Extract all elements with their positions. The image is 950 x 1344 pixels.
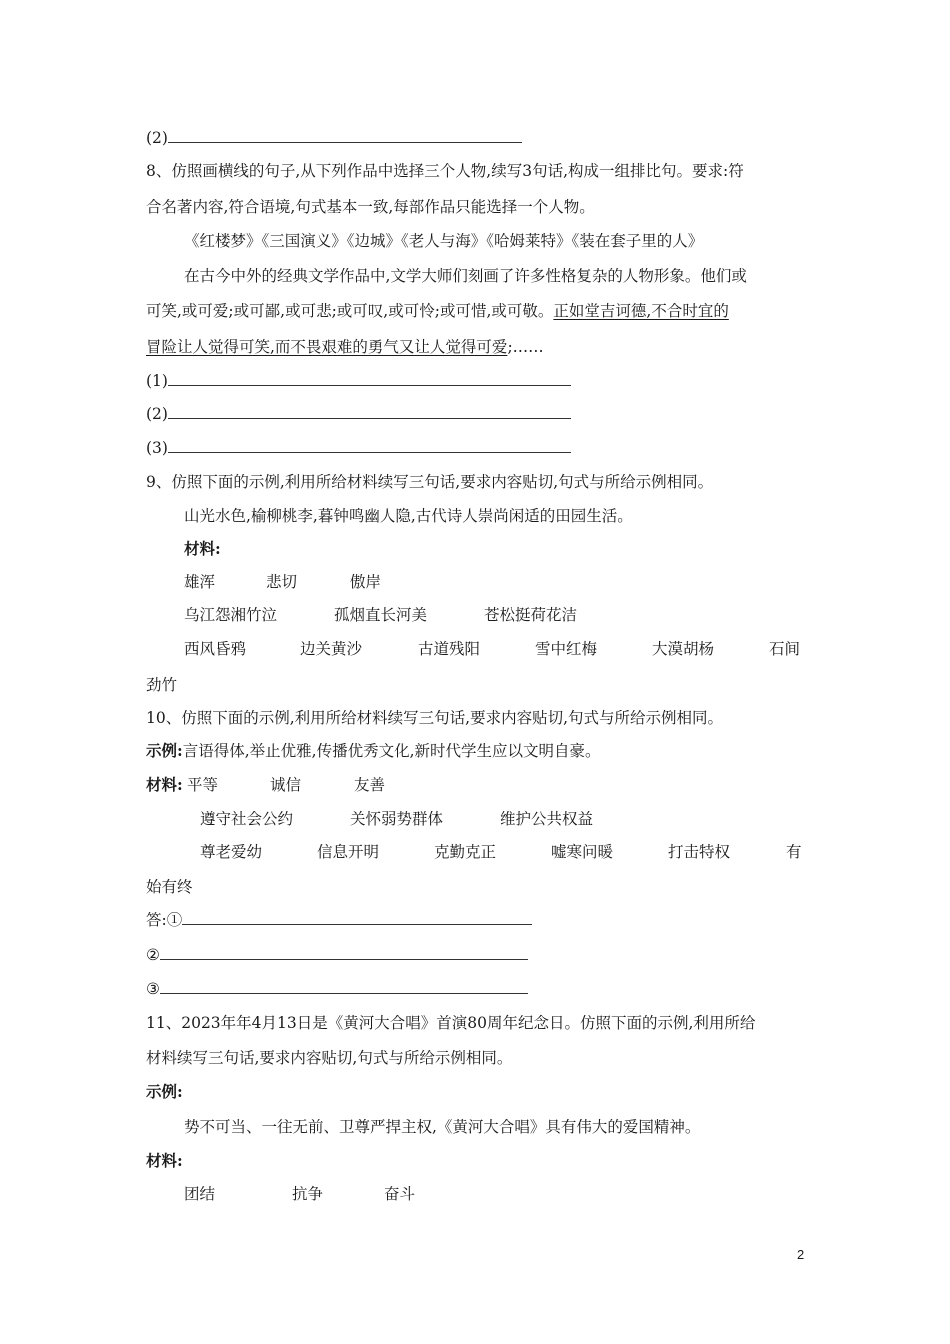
example-text: 言语得体,举止优雅,传播优秀文化,新时代学生应以文明自豪。	[182, 742, 601, 760]
material-item: 有	[786, 843, 802, 861]
answer-blank[interactable]	[168, 438, 571, 453]
answer-label: (3)	[146, 439, 168, 457]
answer-label: (2)	[146, 129, 168, 147]
material-item: 团结	[184, 1185, 216, 1203]
q11-prompt-line2: 材料续写三句话,要求内容贴切,句式与所给示例相同。	[146, 1049, 513, 1067]
passage-tail: ;……	[507, 338, 544, 356]
answer-blank[interactable]	[160, 979, 528, 994]
material-item: 关怀弱势群体	[350, 810, 444, 828]
answer-label: ②	[146, 946, 160, 964]
q10-example	[146, 740, 601, 762]
example-label: 示例:	[146, 741, 183, 760]
material-item: 克勤克正	[434, 843, 497, 861]
answer-blank[interactable]	[168, 404, 571, 419]
material-item: 奋斗	[384, 1185, 416, 1203]
material-item: 古道残阳	[418, 640, 481, 658]
answer-blank[interactable]	[160, 945, 528, 960]
material-item: 石间	[769, 640, 801, 658]
material-item: 维护公共权益	[500, 810, 594, 828]
material-item: 边关黄沙	[300, 640, 363, 658]
passage-plain: 可笑,或可爱;或可鄙,或可悲;或可叹,或可怜;或可惜,或可敬。	[146, 302, 554, 320]
material-item: 信息开明	[317, 843, 380, 861]
q10-answer-line-1	[146, 909, 532, 931]
material-item: 遵守社会公约	[200, 810, 294, 828]
q8-answer-line-3	[146, 437, 571, 459]
answer-label: 答:①	[146, 911, 183, 929]
q8-passage-line1: 在古今中外的经典文学作品中,文学大师们刻画了许多性格复杂的人物形象。他们或	[184, 267, 747, 285]
material-item: 打击特权	[668, 843, 731, 861]
q11-material-label: 材料:	[146, 1151, 183, 1170]
q7-answer-line-2	[146, 127, 522, 149]
material-item: 苍松挺荷花洁	[484, 606, 578, 624]
material-item: 平等	[187, 776, 219, 794]
material-item: 雪中红梅	[535, 640, 598, 658]
q11-prompt-line1: 11、2023年年4月13日是《黄河大合唱》首演80周年纪念日。仿照下面的示例,利用所给	[146, 1014, 756, 1032]
answer-blank[interactable]	[168, 371, 571, 386]
q9-prompt: 9、仿照下面的示例,利用所给材料续写三句话,要求内容贴切,句式与所给示例相同。	[146, 473, 714, 491]
q11-example-label: 示例:	[146, 1082, 183, 1101]
material-item: 雄浑	[184, 573, 216, 591]
material-item: 抗争	[292, 1185, 324, 1203]
passage-underlined: 正如堂吉诃德,不合时宜的	[553, 302, 729, 320]
q8-prompt-line1: 8、仿照画横线的句子,从下列作品中选择三个人物,续写3句话,构成一组排比句。要求:符	[146, 162, 744, 180]
q10-answer-line-2	[146, 944, 528, 966]
material-item: 孤烟直长河美	[334, 606, 428, 624]
material-label: 材料:	[146, 775, 183, 794]
q8-prompt-line2: 合名著内容,符合语境,句式基本一致,每部作品只能选择一个人物。	[146, 198, 595, 216]
q8-passage-line2	[146, 300, 729, 322]
material-item: 友善	[354, 776, 386, 794]
material-item: 大漠胡杨	[652, 640, 715, 658]
q8-answer-line-1	[146, 370, 571, 392]
q8-answer-line-2	[146, 403, 571, 425]
passage-underlined: 冒险让人觉得可笑,而不畏艰难的勇气又让人觉得可爱	[146, 338, 508, 356]
q9-example: 山光水色,榆柳桃李,暮钟鸣幽人隐,古代诗人崇尚闲适的田园生活。	[184, 507, 633, 525]
material-item: 悲切	[266, 573, 298, 591]
q11-example: 势不可当、一往无前、卫尊严捍主权,《黄河大合唱》具有伟大的爱国精神。	[184, 1118, 701, 1136]
page-number: 2	[797, 1247, 805, 1262]
q10-prompt: 10、仿照下面的示例,利用所给材料续写三句话,要求内容贴切,句式与所给示例相同。	[146, 709, 724, 727]
answer-label: ③	[146, 980, 160, 998]
q9-material-row3-wrap: 劲竹	[146, 676, 178, 694]
q8-passage-line3	[146, 336, 544, 358]
q10-material-row3-wrap: 始有终	[146, 878, 193, 896]
material-item: 尊老爱幼	[200, 843, 263, 861]
material-item: 西风昏鸦	[184, 640, 247, 658]
q9-material-label: 材料:	[184, 539, 221, 558]
answer-label: (1)	[146, 372, 168, 390]
material-item: 嘘寒问暖	[551, 843, 614, 861]
material-item: 傲岸	[350, 573, 382, 591]
material-item: 乌江怨湘竹泣	[184, 606, 278, 624]
material-item: 诚信	[270, 776, 302, 794]
q10-answer-line-3	[146, 978, 528, 1000]
answer-label: (2)	[146, 405, 168, 423]
answer-blank[interactable]	[182, 910, 532, 925]
q8-works-list: 《红楼梦》《三国演义》《边城》《老人与海》《哈姆莱特》《装在套子里的人》	[184, 232, 704, 250]
answer-blank[interactable]	[168, 128, 522, 143]
